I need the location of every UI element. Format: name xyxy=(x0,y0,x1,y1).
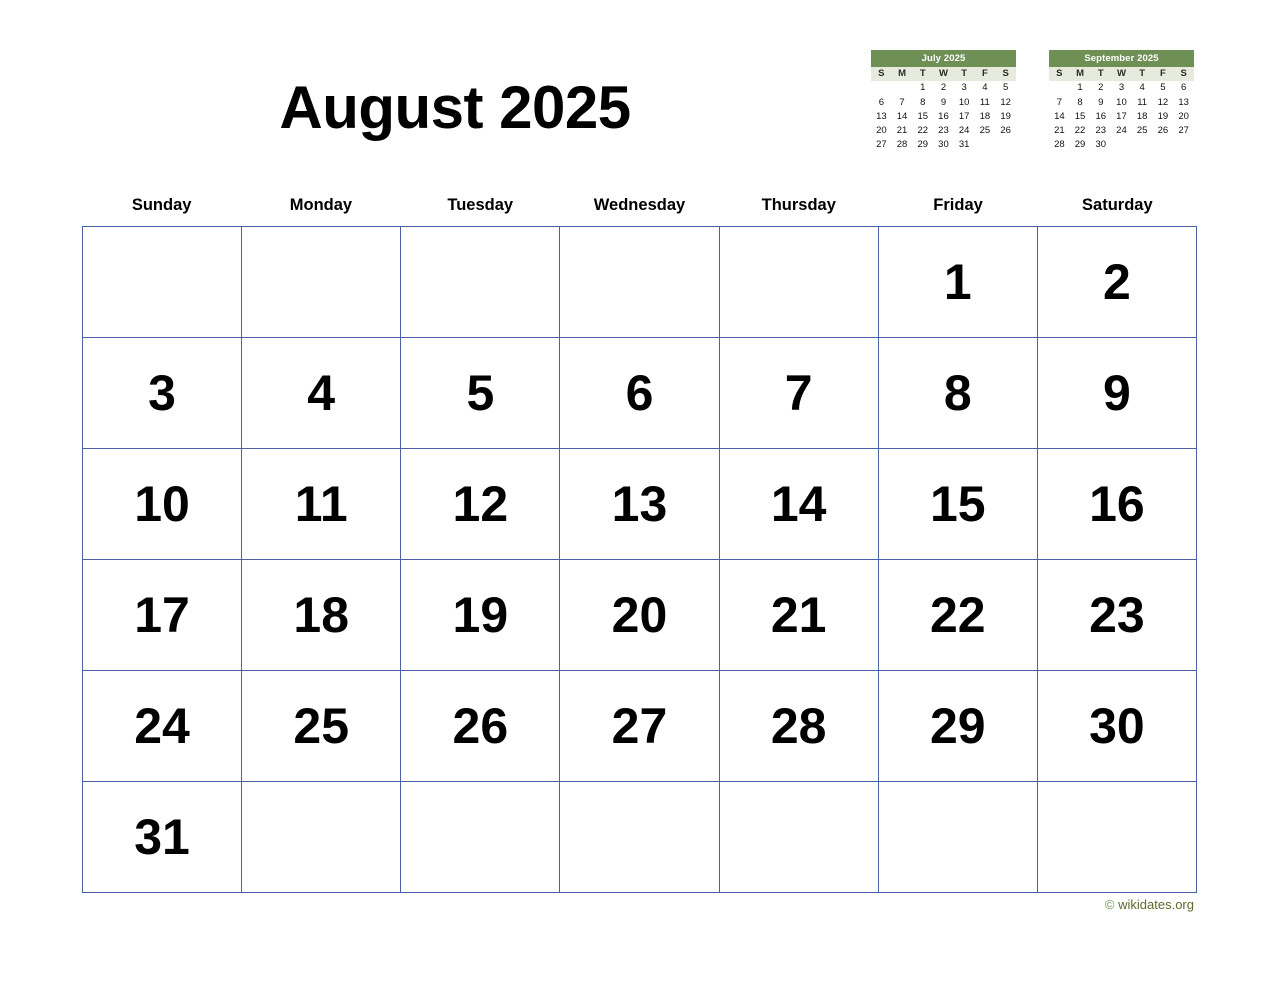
calendar-week-row xyxy=(83,338,1197,449)
weekday-header-friday: Friday xyxy=(933,196,983,214)
mini-day: 22 xyxy=(917,125,929,137)
mini-day xyxy=(1132,138,1153,152)
mini-day: 16 xyxy=(938,110,949,122)
mini-day: 27 xyxy=(876,139,887,151)
calendar-day-cell[interactable] xyxy=(560,560,719,671)
calendar-day-cell[interactable] xyxy=(401,671,560,782)
mini-day: 25 xyxy=(1136,125,1148,137)
calendar-day-cell[interactable] xyxy=(1038,449,1197,560)
weekday-header-tuesday: Tuesday xyxy=(447,196,514,214)
weekday-header-sunday: Sunday xyxy=(131,196,192,214)
mini-day: 11 xyxy=(979,96,990,108)
footer-site-name: wikidates.org xyxy=(1118,897,1194,912)
mini-week-row xyxy=(1049,96,1194,110)
calendar-week-row xyxy=(83,449,1197,560)
mini-day: 7 xyxy=(1056,96,1062,108)
day-number: 17 xyxy=(134,587,190,643)
day-number: 2 xyxy=(1103,254,1131,310)
mini-day: 11 xyxy=(1137,96,1148,108)
weekday-header-saturday: Saturday xyxy=(1082,196,1153,214)
mini-day: 6 xyxy=(878,96,884,108)
mini-day: 18 xyxy=(979,110,991,122)
calendar-day-cell[interactable] xyxy=(1038,338,1197,449)
mini-day xyxy=(1049,81,1070,95)
day-number: 23 xyxy=(1089,587,1145,643)
calendar-day-cell[interactable] xyxy=(83,560,242,671)
mini-calendars xyxy=(871,50,1194,153)
mini-day: 3 xyxy=(1118,82,1125,94)
mini-calendar-previous-month[interactable] xyxy=(871,50,1016,153)
mini-day: 18 xyxy=(1136,110,1148,122)
mini-day: 22 xyxy=(1074,125,1086,137)
mini-day: 28 xyxy=(1054,139,1065,151)
mini-day: 23 xyxy=(938,125,949,137)
day-number: 12 xyxy=(452,476,509,532)
mini-day: 23 xyxy=(1095,125,1107,137)
mini-day: 21 xyxy=(896,125,908,137)
mini-calendar-table xyxy=(871,67,1016,153)
mini-weekday: T xyxy=(912,67,933,81)
mini-week-row xyxy=(871,124,1016,138)
mini-day xyxy=(1173,138,1194,152)
copyright-icon: © xyxy=(1104,897,1115,912)
day-number: 24 xyxy=(134,698,190,754)
calendar-day-cell[interactable] xyxy=(242,338,401,449)
calendar-day-cell[interactable] xyxy=(720,671,879,782)
calendar-day-cell[interactable] xyxy=(560,449,719,560)
calendar-day-cell[interactable] xyxy=(879,338,1038,449)
mini-day xyxy=(1153,138,1174,152)
mini-day xyxy=(995,138,1016,152)
mini-day: 29 xyxy=(1074,139,1086,151)
mini-day: 5 xyxy=(1002,82,1009,94)
calendar-day-cell[interactable] xyxy=(1038,560,1197,671)
mini-day: 19 xyxy=(1157,110,1169,122)
calendar-day-cell[interactable] xyxy=(560,671,719,782)
mini-day: 26 xyxy=(1000,125,1011,137)
calendar-day-cell[interactable] xyxy=(401,449,560,560)
mini-day: 8 xyxy=(1077,96,1083,108)
mini-weekday: T xyxy=(1132,67,1153,81)
calendar-grid xyxy=(82,226,1197,893)
calendar-day-cell[interactable] xyxy=(242,227,401,338)
mini-day: 26 xyxy=(1157,125,1169,137)
calendar-day-cell[interactable] xyxy=(83,338,242,449)
day-number: 13 xyxy=(611,476,668,532)
mini-day: 16 xyxy=(1095,110,1107,122)
mini-day xyxy=(892,81,913,95)
mini-day: 9 xyxy=(940,96,947,108)
calendar-day-cell[interactable] xyxy=(83,671,242,782)
mini-weekday: F xyxy=(1153,67,1174,81)
mini-day: 10 xyxy=(958,96,970,108)
calendar-day-cell[interactable] xyxy=(83,227,242,338)
mini-weekday: S xyxy=(1173,67,1194,81)
mini-day: 3 xyxy=(961,82,967,94)
mini-day: 30 xyxy=(1095,139,1107,151)
footer-credit[interactable] xyxy=(1105,897,1194,912)
day-number: 9 xyxy=(1103,365,1131,421)
mini-day: 31 xyxy=(958,139,970,151)
calendar-day-cell[interactable] xyxy=(720,560,879,671)
day-number: 5 xyxy=(466,365,495,421)
mini-weekday: W xyxy=(933,67,954,81)
day-number: 4 xyxy=(307,365,336,421)
mini-day: 20 xyxy=(876,125,887,137)
day-number: 3 xyxy=(148,365,176,421)
mini-day: 17 xyxy=(1116,110,1127,122)
day-number: 7 xyxy=(784,365,813,421)
calendar-day-cell[interactable] xyxy=(720,227,879,338)
calendar-day-cell[interactable] xyxy=(401,560,560,671)
day-number: 6 xyxy=(625,365,654,421)
mini-day: 12 xyxy=(1000,96,1011,108)
mini-day: 10 xyxy=(1116,96,1127,108)
mini-day: 19 xyxy=(1000,110,1011,122)
mini-week-row xyxy=(1049,124,1194,138)
weekday-header-thursday: Thursday xyxy=(761,196,836,214)
mini-day: 14 xyxy=(896,110,908,122)
mini-day: 25 xyxy=(979,125,991,137)
mini-day: 2 xyxy=(940,82,947,94)
calendar-header xyxy=(0,0,1280,170)
calendar-day-cell[interactable] xyxy=(401,227,560,338)
day-number: 16 xyxy=(1089,476,1145,532)
mini-weekday: S xyxy=(1049,67,1070,81)
day-number: 15 xyxy=(929,476,986,532)
calendar-day-cell[interactable] xyxy=(1038,671,1197,782)
mini-calendar-table xyxy=(1049,67,1194,153)
mini-day: 17 xyxy=(958,110,970,122)
mini-day: 15 xyxy=(917,110,929,122)
mini-day: 1 xyxy=(920,82,926,94)
calendar-day-cell[interactable] xyxy=(401,338,560,449)
mini-day: 30 xyxy=(938,139,949,151)
mini-day: 5 xyxy=(1160,82,1166,94)
day-number: 25 xyxy=(293,698,350,754)
mini-day: 4 xyxy=(982,82,988,94)
mini-weekday: W xyxy=(1111,67,1132,81)
calendar-day-cell[interactable] xyxy=(720,449,879,560)
day-number: 29 xyxy=(929,698,986,754)
mini-day: 13 xyxy=(876,110,887,122)
mini-day: 2 xyxy=(1098,82,1104,94)
calendar-week-row xyxy=(83,782,1197,893)
day-number: 20 xyxy=(611,587,668,643)
day-number: 11 xyxy=(294,476,348,532)
mini-week-row xyxy=(1049,110,1194,124)
day-number: 1 xyxy=(943,254,972,310)
mini-weekday: M xyxy=(892,67,913,81)
calendar-day-cell[interactable] xyxy=(83,782,242,893)
calendar-day-cell[interactable] xyxy=(560,782,719,893)
calendar-day-cell[interactable] xyxy=(560,227,719,338)
weekday-header-monday: Monday xyxy=(289,196,353,214)
mini-weekday: T xyxy=(954,67,975,81)
day-number: 28 xyxy=(770,698,827,754)
day-number: 21 xyxy=(770,587,827,643)
mini-day: 7 xyxy=(899,96,905,108)
mini-weekday: S xyxy=(995,67,1016,81)
weekday-header-wednesday: Wednesday xyxy=(593,196,686,214)
day-number: 31 xyxy=(134,809,190,865)
day-number: 26 xyxy=(452,698,509,754)
calendar-day-cell[interactable] xyxy=(242,560,401,671)
mini-day: 28 xyxy=(896,139,908,151)
calendar-day-cell[interactable] xyxy=(1038,227,1197,338)
mini-calendar-title: July 2025 xyxy=(871,50,1016,67)
calendar-day-cell[interactable] xyxy=(242,449,401,560)
mini-weekday-row xyxy=(871,67,1016,81)
day-number: 27 xyxy=(611,698,668,754)
calendar-day-cell[interactable] xyxy=(83,449,242,560)
mini-day: 4 xyxy=(1139,82,1145,94)
day-number: 8 xyxy=(943,365,972,421)
day-number: 22 xyxy=(929,587,986,643)
weekday-header-row xyxy=(82,196,1197,215)
calendar-day-cell[interactable] xyxy=(879,671,1038,782)
mini-day: 6 xyxy=(1180,82,1187,94)
mini-weekday: F xyxy=(975,67,996,81)
calendar-day-cell[interactable] xyxy=(879,227,1038,338)
mini-weekday: T xyxy=(1090,67,1111,81)
day-number: 14 xyxy=(770,476,827,532)
mini-weekday: S xyxy=(871,67,892,81)
calendar-day-cell[interactable] xyxy=(879,560,1038,671)
mini-weekday: M xyxy=(1070,67,1091,81)
mini-day xyxy=(975,138,996,152)
mini-day: 15 xyxy=(1074,110,1086,122)
mini-calendar-next-month[interactable] xyxy=(1049,50,1194,153)
mini-calendar-title: September 2025 xyxy=(1049,50,1194,67)
calendar-day-cell[interactable] xyxy=(242,782,401,893)
calendar-week-row xyxy=(83,227,1197,338)
mini-week-row xyxy=(871,96,1016,110)
mini-week-row xyxy=(871,138,1016,152)
mini-week-row xyxy=(871,110,1016,124)
mini-day xyxy=(1111,138,1132,152)
calendar-day-cell[interactable] xyxy=(879,782,1038,893)
mini-day: 24 xyxy=(1116,125,1127,137)
calendar-week-row xyxy=(83,671,1197,782)
mini-day: 21 xyxy=(1054,125,1065,137)
calendar-day-cell[interactable] xyxy=(1038,782,1197,893)
day-number: 10 xyxy=(134,476,190,532)
day-number: 19 xyxy=(452,587,509,643)
mini-day: 27 xyxy=(1178,125,1189,137)
mini-weekday-row xyxy=(1049,67,1194,81)
mini-day: 1 xyxy=(1077,82,1083,94)
mini-week-row xyxy=(1049,138,1194,152)
day-number: 18 xyxy=(293,587,350,643)
mini-day: 9 xyxy=(1098,96,1104,108)
mini-day xyxy=(871,81,892,95)
calendar-day-cell[interactable] xyxy=(879,449,1038,560)
mini-day: 24 xyxy=(958,125,970,137)
mini-day: 14 xyxy=(1054,110,1065,122)
calendar-week-row xyxy=(83,560,1197,671)
calendar-day-cell[interactable] xyxy=(242,671,401,782)
calendar-day-cell[interactable] xyxy=(560,338,719,449)
page-title: August 2025 xyxy=(279,74,631,141)
calendar-day-cell[interactable] xyxy=(720,782,879,893)
mini-day: 8 xyxy=(920,96,926,108)
mini-week-row xyxy=(1049,81,1194,95)
mini-day: 12 xyxy=(1157,96,1169,108)
day-number: 30 xyxy=(1089,698,1145,754)
mini-week-row xyxy=(871,81,1016,95)
calendar-day-cell[interactable] xyxy=(720,338,879,449)
mini-day: 29 xyxy=(917,139,929,151)
calendar-day-cell[interactable] xyxy=(401,782,560,893)
mini-day: 13 xyxy=(1178,96,1189,108)
mini-day: 20 xyxy=(1178,110,1189,122)
